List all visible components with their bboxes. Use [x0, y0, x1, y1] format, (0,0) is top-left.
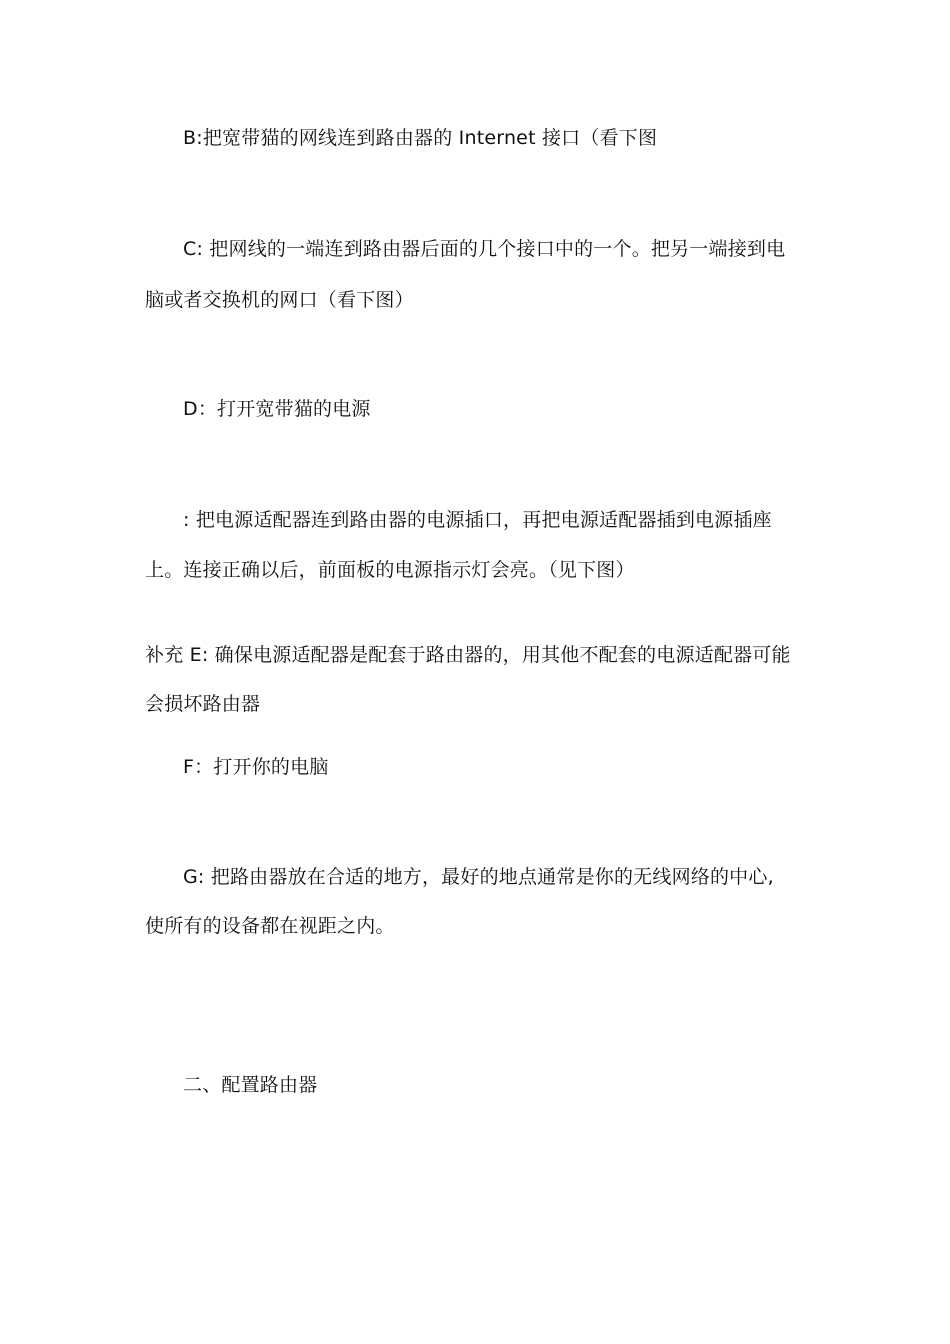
supplement-e-text-continued: 会损坏路由器 [145, 693, 261, 715]
step-f-text: F：打开你的电脑 [183, 756, 329, 778]
section-heading: 二、配置路由器 [183, 1074, 318, 1096]
step-c-text: C: 把网线的一端连到路由器后面的几个接口中的一个。把另一端接到电 [183, 238, 786, 260]
step-g-text: G: 把路由器放在合适的地方，最好的地点通常是你的无线网络的中心, [183, 866, 774, 888]
step-g-text-continued: 使所有的设备都在视距之内。 [145, 915, 395, 937]
step-b-text: B:把宽带猫的网线连到路由器的 Internet 接口（看下图 [183, 127, 658, 149]
power-adapter-text: : 把电源适配器连到路由器的电源插口，再把电源适配器插到电源插座 [183, 509, 772, 531]
power-adapter-text-continued: 上。连接正确以后，前面板的电源指示灯会亮。（见下图） [145, 559, 635, 581]
supplement-e-text: 补充 E: 确保电源适配器是配套于路由器的，用其他不配套的电源适配器可能 [145, 644, 791, 666]
step-c-text-continued: 脑或者交换机的网口（看下图） [145, 289, 414, 311]
step-d-text: D：打开宽带猫的电源 [183, 398, 371, 420]
